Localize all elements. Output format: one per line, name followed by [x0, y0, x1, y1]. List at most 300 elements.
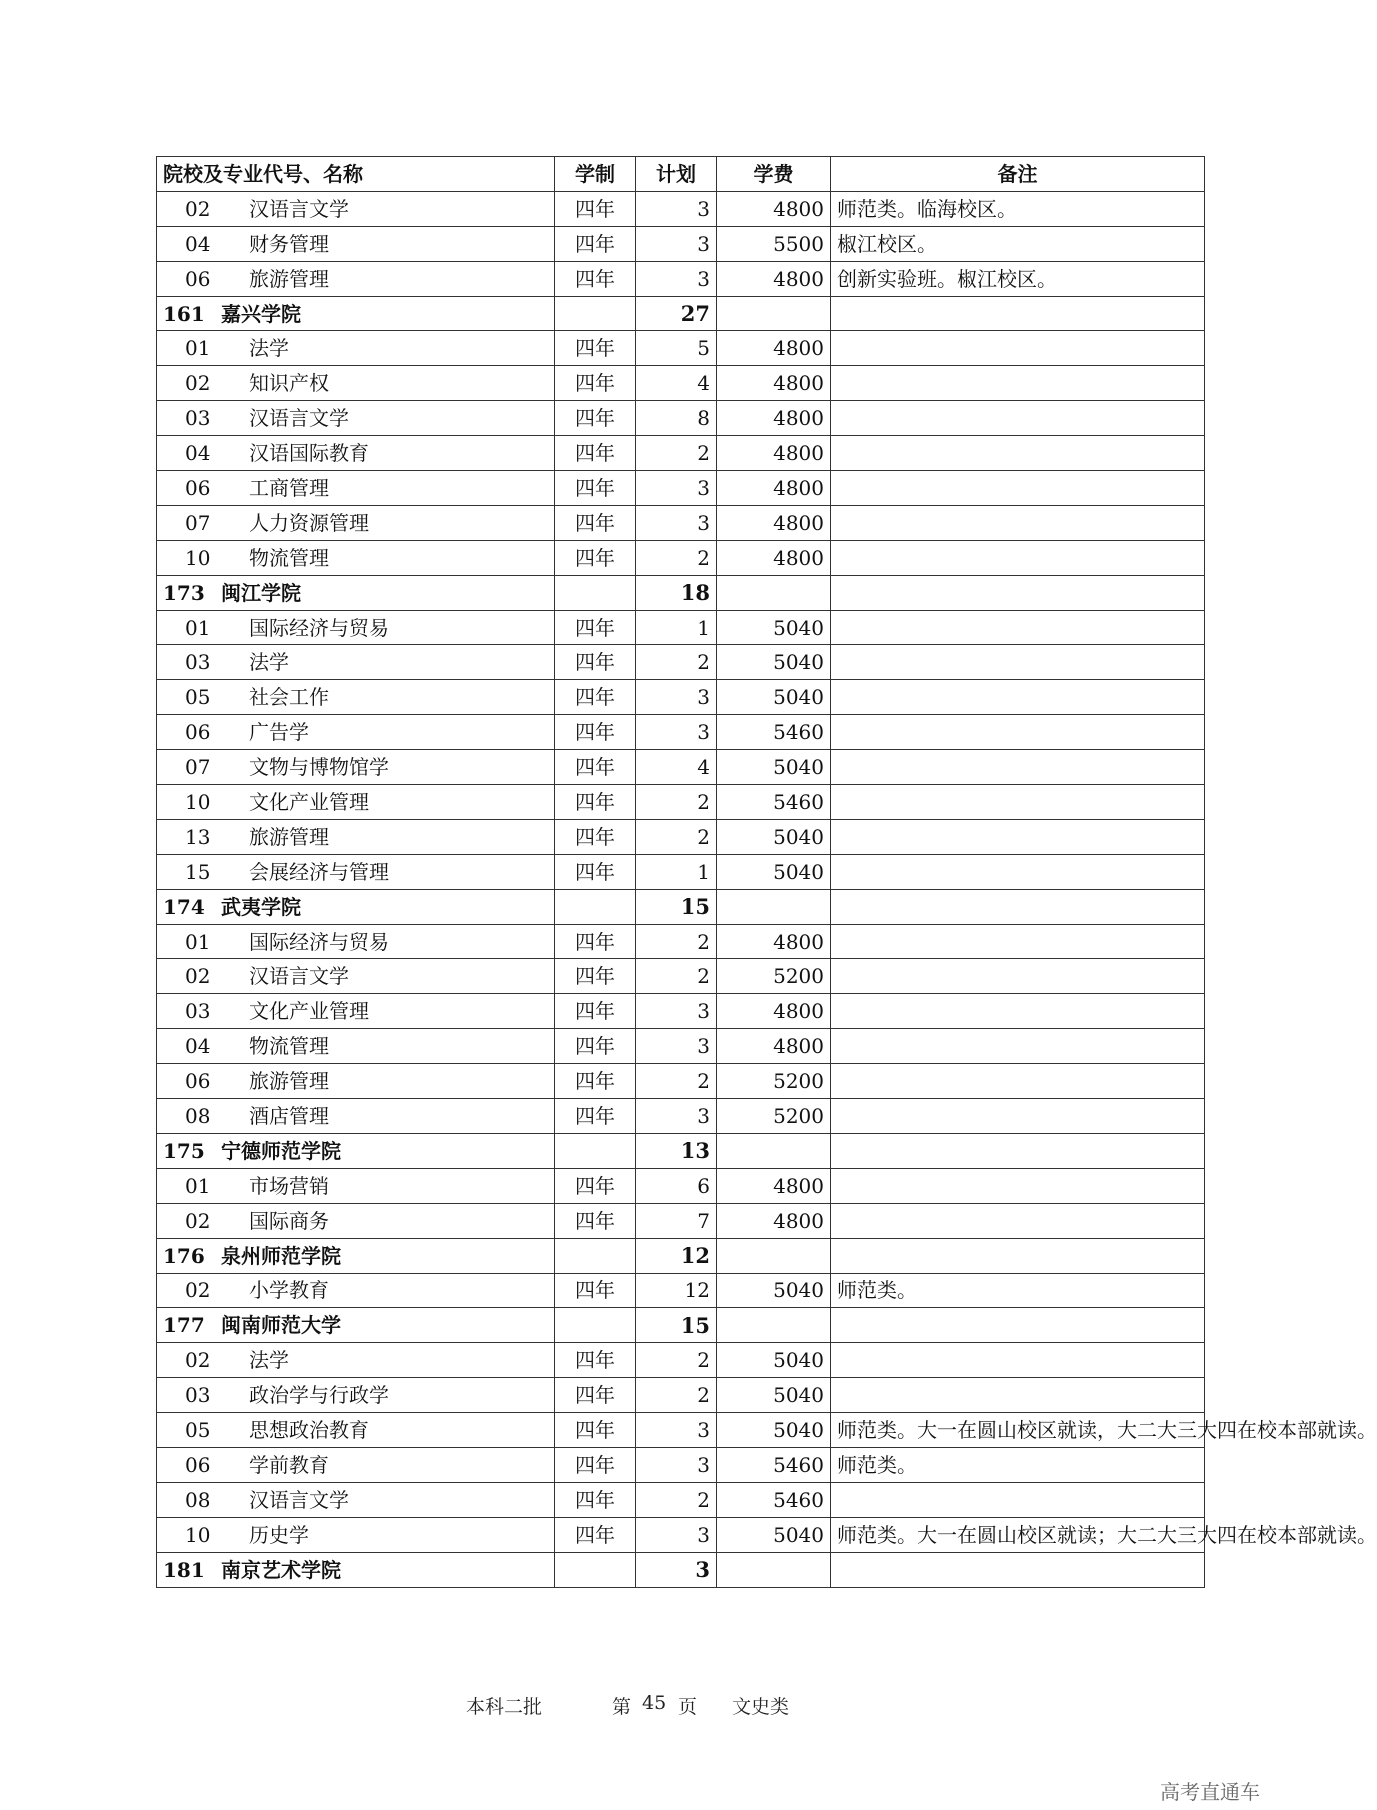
major-code: 04: [185, 441, 211, 466]
footer-page-suffix: 页: [678, 1696, 698, 1718]
table-row: [157, 1029, 1205, 1064]
cell-fee: 5460: [717, 785, 831, 820]
cell-plan: 2: [636, 959, 717, 994]
cell-note: [831, 1203, 1205, 1238]
major-code: 03: [185, 406, 211, 431]
cell-name: [157, 261, 555, 296]
major-name: 法学: [249, 650, 289, 675]
school-code: 161: [163, 301, 205, 326]
cell-note: [831, 436, 1205, 471]
major-code: 02: [185, 964, 211, 989]
major-code: 06: [185, 475, 211, 500]
cell-fee: 5040: [717, 645, 831, 680]
cell-years: 四年: [555, 715, 636, 750]
major-code: 02: [185, 371, 211, 396]
cell-years: 四年: [555, 1413, 636, 1448]
cell-fee: 4800: [717, 540, 831, 575]
cell-plan: 3: [636, 471, 717, 506]
table-row: [157, 1482, 1205, 1517]
table-row: [157, 1099, 1205, 1134]
major-name: 文化产业管理: [249, 789, 369, 814]
major-name: 汉语言文学: [249, 196, 349, 221]
cell-note: 创新实验班。椒江校区。: [831, 261, 1205, 296]
cell-name: [157, 1378, 555, 1413]
cell-fee: 4800: [717, 331, 831, 366]
school-row: [157, 296, 1205, 331]
cell-note: [831, 1064, 1205, 1099]
cell-plan: 4: [636, 750, 717, 785]
major-name: 广告学: [249, 720, 309, 745]
cell-fee: 5040: [717, 750, 831, 785]
cell-fee: 5200: [717, 959, 831, 994]
cell-name: [157, 1238, 555, 1273]
cell-name: [157, 1203, 555, 1238]
cell-years: 四年: [555, 1447, 636, 1482]
cell-note: [831, 331, 1205, 366]
major-code: 10: [185, 1522, 211, 1547]
cell-plan: 12: [636, 1273, 717, 1308]
cell-years: 四年: [555, 1099, 636, 1134]
cell-fee: 4800: [717, 1168, 831, 1203]
cell-plan: 3: [636, 1447, 717, 1482]
table-row: [157, 750, 1205, 785]
cell-plan: 3: [636, 1517, 717, 1552]
cell-plan: 3: [636, 226, 717, 261]
cell-years: 四年: [555, 785, 636, 820]
cell-name: [157, 645, 555, 680]
cell-plan: 3: [636, 1552, 717, 1587]
cell-note: [831, 1238, 1205, 1273]
major-name: 国际经济与贸易: [249, 615, 389, 640]
cell-fee: 5200: [717, 1064, 831, 1099]
table-row: [157, 191, 1205, 226]
cell-name: [157, 889, 555, 924]
cell-fee: [717, 296, 831, 331]
cell-note: [831, 680, 1205, 715]
cell-years: 四年: [555, 471, 636, 506]
cell-plan: 3: [636, 715, 717, 750]
cell-name: [157, 1343, 555, 1378]
cell-name: [157, 401, 555, 436]
cell-name: [157, 1413, 555, 1448]
major-name: 小学教育: [249, 1278, 329, 1303]
cell-name: [157, 191, 555, 226]
cell-plan: 27: [636, 296, 717, 331]
cell-name: [157, 854, 555, 889]
cell-name: [157, 540, 555, 575]
table-row: [157, 226, 1205, 261]
cell-years: 四年: [555, 331, 636, 366]
major-code: 06: [185, 720, 211, 745]
cell-name: [157, 610, 555, 645]
cell-fee: 5460: [717, 715, 831, 750]
cell-fee: 5040: [717, 680, 831, 715]
major-name: 政治学与行政学: [249, 1383, 389, 1408]
major-name: 物流管理: [249, 545, 329, 570]
cell-years: [555, 889, 636, 924]
cell-note: [831, 924, 1205, 959]
table-body: [157, 191, 1377, 1587]
major-name: 社会工作: [249, 685, 329, 710]
cell-plan: 5: [636, 331, 717, 366]
cell-name: [157, 994, 555, 1029]
cell-note: 师范类。: [831, 1447, 1205, 1482]
cell-note: 师范类。大一在圆山校区就读，大二大三大四在校本部就读。: [831, 1413, 1205, 1448]
table-row: [157, 1378, 1205, 1413]
school-code: 174: [163, 894, 205, 919]
footer-category: 文史类: [732, 1696, 790, 1718]
cell-plan: 3: [636, 680, 717, 715]
cell-plan: 15: [636, 889, 717, 924]
cell-years: 四年: [555, 1203, 636, 1238]
table-row: [157, 401, 1205, 436]
cell-name: [157, 1099, 555, 1134]
major-name: 法学: [249, 336, 289, 361]
table-header-row: [157, 157, 1205, 192]
major-code: 06: [185, 1069, 211, 1094]
cell-note: 师范类。: [831, 1273, 1205, 1308]
major-name: 国际经济与贸易: [249, 929, 389, 954]
cell-years: 四年: [555, 680, 636, 715]
cell-fee: 5040: [717, 854, 831, 889]
cell-years: 四年: [555, 1378, 636, 1413]
major-code: 13: [185, 824, 211, 849]
cell-note: [831, 1343, 1205, 1378]
cell-fee: 4800: [717, 924, 831, 959]
cell-plan: 3: [636, 191, 717, 226]
school-code: 173: [163, 580, 205, 605]
cell-name: [157, 331, 555, 366]
cell-note: 师范类。临海校区。: [831, 191, 1205, 226]
table-row: [157, 1273, 1205, 1308]
table-row: [157, 1517, 1205, 1552]
cell-note: [831, 785, 1205, 820]
major-code: 03: [185, 650, 211, 675]
major-name: 市场营销: [249, 1173, 329, 1198]
cell-note: [831, 819, 1205, 854]
cell-years: 四年: [555, 366, 636, 401]
cell-note: 椒江校区。: [831, 226, 1205, 261]
cell-years: 四年: [555, 924, 636, 959]
school-code: 177: [163, 1313, 205, 1338]
major-code: 02: [185, 1278, 211, 1303]
cell-name: [157, 1482, 555, 1517]
major-code: 07: [185, 510, 211, 535]
table-row: [157, 924, 1205, 959]
table-row: [157, 819, 1205, 854]
watermark-text: 高考直通车: [1160, 1780, 1260, 1804]
major-code: 04: [185, 231, 211, 256]
school-row: [157, 1133, 1205, 1168]
cell-name: [157, 1552, 555, 1587]
cell-plan: 3: [636, 261, 717, 296]
cell-years: 四年: [555, 401, 636, 436]
major-name: 旅游管理: [249, 824, 329, 849]
major-name: 会展经济与管理: [249, 859, 389, 884]
cell-fee: 5200: [717, 1099, 831, 1134]
major-name: 学前教育: [249, 1452, 329, 1477]
cell-name: [157, 924, 555, 959]
cell-note: [831, 296, 1205, 331]
major-code: 03: [185, 1383, 211, 1408]
table-row: [157, 715, 1205, 750]
cell-note: [831, 1482, 1205, 1517]
cell-years: [555, 1308, 636, 1343]
school-row: [157, 1552, 1205, 1587]
cell-years: 四年: [555, 645, 636, 680]
cell-name: [157, 1447, 555, 1482]
school-name: 宁德师范学院: [221, 1138, 341, 1163]
cell-fee: [717, 1133, 831, 1168]
school-row: [157, 889, 1205, 924]
cell-years: 四年: [555, 1168, 636, 1203]
major-code: 01: [185, 336, 211, 361]
cell-note: [831, 471, 1205, 506]
cell-name: [157, 1064, 555, 1099]
table-row: [157, 261, 1205, 296]
cell-fee: 4800: [717, 1203, 831, 1238]
school-code: 175: [163, 1138, 205, 1163]
header-fee: 学费: [717, 157, 831, 192]
header-years: 学制: [555, 157, 636, 192]
cell-plan: 2: [636, 1482, 717, 1517]
table-row: [157, 505, 1205, 540]
cell-plan: 2: [636, 785, 717, 820]
table-row: [157, 959, 1205, 994]
major-name: 财务管理: [249, 231, 329, 256]
major-name: 旅游管理: [249, 266, 329, 291]
footer-page-prefix: 第: [612, 1696, 632, 1718]
cell-years: 四年: [555, 1517, 636, 1552]
school-code: 181: [163, 1557, 205, 1582]
major-code: 01: [185, 1173, 211, 1198]
school-row: [157, 1238, 1205, 1273]
major-name: 汉语国际教育: [249, 441, 369, 466]
cell-years: 四年: [555, 994, 636, 1029]
table-row: [157, 436, 1205, 471]
table-row: [157, 1413, 1205, 1448]
enrollment-plan-table: [156, 156, 1377, 1588]
cell-note: [831, 1099, 1205, 1134]
cell-name: [157, 366, 555, 401]
cell-plan: 2: [636, 1343, 717, 1378]
table-row: [157, 610, 1205, 645]
cell-fee: 4800: [717, 471, 831, 506]
cell-name: [157, 296, 555, 331]
cell-note: [831, 610, 1205, 645]
table-row: [157, 1447, 1205, 1482]
major-name: 国际商务: [249, 1208, 329, 1233]
major-name: 思想政治教育: [249, 1418, 369, 1442]
cell-years: [555, 1238, 636, 1273]
cell-note: [831, 854, 1205, 889]
cell-plan: 18: [636, 575, 717, 610]
school-name: 泉州师范学院: [221, 1243, 341, 1268]
cell-plan: 2: [636, 1378, 717, 1413]
major-name: 汉语言文学: [249, 1487, 349, 1512]
school-name: 南京艺术学院: [221, 1557, 341, 1582]
major-name: 文物与博物馆学: [249, 755, 389, 780]
major-name: 酒店管理: [249, 1103, 329, 1128]
cell-name: [157, 575, 555, 610]
cell-plan: 1: [636, 610, 717, 645]
cell-note: [831, 366, 1205, 401]
cell-fee: [717, 1552, 831, 1587]
cell-plan: 2: [636, 540, 717, 575]
cell-years: 四年: [555, 819, 636, 854]
cell-years: 四年: [555, 610, 636, 645]
cell-fee: 4800: [717, 505, 831, 540]
cell-plan: 4: [636, 366, 717, 401]
cell-fee: [717, 1308, 831, 1343]
major-name: 汉语言文学: [249, 406, 349, 431]
header-name: 院校及专业代号、名称: [157, 157, 555, 192]
major-code: 08: [185, 1103, 211, 1128]
school-name: 嘉兴学院: [221, 301, 301, 326]
cell-note: [831, 575, 1205, 610]
cell-name: [157, 785, 555, 820]
cell-name: [157, 959, 555, 994]
cell-plan: 12: [636, 1238, 717, 1273]
cell-plan: 8: [636, 401, 717, 436]
table-row: [157, 854, 1205, 889]
cell-years: 四年: [555, 261, 636, 296]
cell-name: [157, 1029, 555, 1064]
cell-plan: 6: [636, 1168, 717, 1203]
major-name: 人力资源管理: [249, 510, 369, 535]
cell-years: 四年: [555, 505, 636, 540]
major-code: 05: [185, 1418, 211, 1442]
cell-plan: 7: [636, 1203, 717, 1238]
cell-note: [831, 994, 1205, 1029]
table-row: [157, 540, 1205, 575]
table-row: [157, 680, 1205, 715]
cell-plan: 3: [636, 1099, 717, 1134]
major-name: 旅游管理: [249, 1069, 329, 1094]
cell-name: [157, 819, 555, 854]
cell-fee: 4800: [717, 994, 831, 1029]
cell-plan: 15: [636, 1308, 717, 1343]
major-name: 历史学: [249, 1522, 309, 1547]
cell-name: [157, 1168, 555, 1203]
cell-years: 四年: [555, 854, 636, 889]
table-row: [157, 1203, 1205, 1238]
cell-plan: 1: [636, 854, 717, 889]
cell-fee: 4800: [717, 1029, 831, 1064]
cell-name: [157, 680, 555, 715]
cell-note: [831, 540, 1205, 575]
cell-note: [831, 505, 1205, 540]
table-row: [157, 785, 1205, 820]
table-row: [157, 1064, 1205, 1099]
cell-years: 四年: [555, 436, 636, 471]
major-name: 汉语言文学: [249, 964, 349, 989]
cell-years: 四年: [555, 750, 636, 785]
table-row: [157, 331, 1205, 366]
table-row: [157, 1343, 1205, 1378]
major-code: 10: [185, 545, 211, 570]
school-name: 武夷学院: [221, 894, 301, 919]
school-row: [157, 1308, 1205, 1343]
header-plan: 计划: [636, 157, 717, 192]
cell-plan: 3: [636, 1029, 717, 1064]
footer-batch: 本科二批: [466, 1696, 543, 1718]
cell-name: [157, 750, 555, 785]
cell-years: [555, 575, 636, 610]
table-row: [157, 471, 1205, 506]
major-code: 01: [185, 929, 211, 954]
cell-fee: 4800: [717, 401, 831, 436]
major-code: 02: [185, 196, 211, 221]
cell-note: [831, 715, 1205, 750]
major-code: 01: [185, 615, 211, 640]
cell-years: 四年: [555, 959, 636, 994]
cell-note: [831, 1133, 1205, 1168]
cell-note: [831, 889, 1205, 924]
cell-name: [157, 436, 555, 471]
major-name: 文化产业管理: [249, 999, 369, 1024]
cell-years: 四年: [555, 1273, 636, 1308]
major-code: 06: [185, 1452, 211, 1477]
cell-note: [831, 1308, 1205, 1343]
cell-years: 四年: [555, 540, 636, 575]
cell-years: 四年: [555, 1482, 636, 1517]
major-code: 07: [185, 755, 211, 780]
major-code: 02: [185, 1348, 211, 1373]
table-row: [157, 994, 1205, 1029]
cell-note: [831, 1168, 1205, 1203]
cell-years: [555, 296, 636, 331]
major-code: 03: [185, 999, 211, 1024]
header-note: 备注: [831, 157, 1205, 192]
school-name: 闽南师范大学: [221, 1313, 341, 1338]
cell-fee: 5460: [717, 1447, 831, 1482]
cell-fee: 4800: [717, 366, 831, 401]
cell-years: 四年: [555, 191, 636, 226]
cell-name: [157, 471, 555, 506]
cell-note: [831, 1552, 1205, 1587]
major-name: 法学: [249, 1348, 289, 1373]
major-name: 物流管理: [249, 1034, 329, 1059]
cell-years: 四年: [555, 226, 636, 261]
cell-name: [157, 1308, 555, 1343]
cell-years: 四年: [555, 1029, 636, 1064]
cell-note: 师范类。大一在圆山校区就读；大二大三大四在校本部就读。: [831, 1517, 1205, 1552]
cell-plan: 2: [636, 436, 717, 471]
cell-plan: 13: [636, 1133, 717, 1168]
cell-fee: 4800: [717, 191, 831, 226]
cell-fee: 5500: [717, 226, 831, 261]
cell-note: [831, 1029, 1205, 1064]
cell-fee: [717, 575, 831, 610]
cell-fee: 5040: [717, 1343, 831, 1378]
cell-plan: 3: [636, 505, 717, 540]
cell-plan: 3: [636, 1413, 717, 1448]
cell-fee: 5040: [717, 1413, 831, 1448]
major-code: 10: [185, 789, 211, 814]
cell-fee: 5040: [717, 610, 831, 645]
major-code: 02: [185, 1208, 211, 1233]
cell-fee: 4800: [717, 436, 831, 471]
cell-fee: 5040: [717, 1517, 831, 1552]
footer-page-number: 45: [642, 1692, 667, 1714]
cell-name: [157, 1133, 555, 1168]
table-row: [157, 1168, 1205, 1203]
cell-fee: 5040: [717, 1378, 831, 1413]
cell-name: [157, 226, 555, 261]
school-code: 176: [163, 1243, 205, 1268]
major-name: 知识产权: [249, 371, 329, 396]
